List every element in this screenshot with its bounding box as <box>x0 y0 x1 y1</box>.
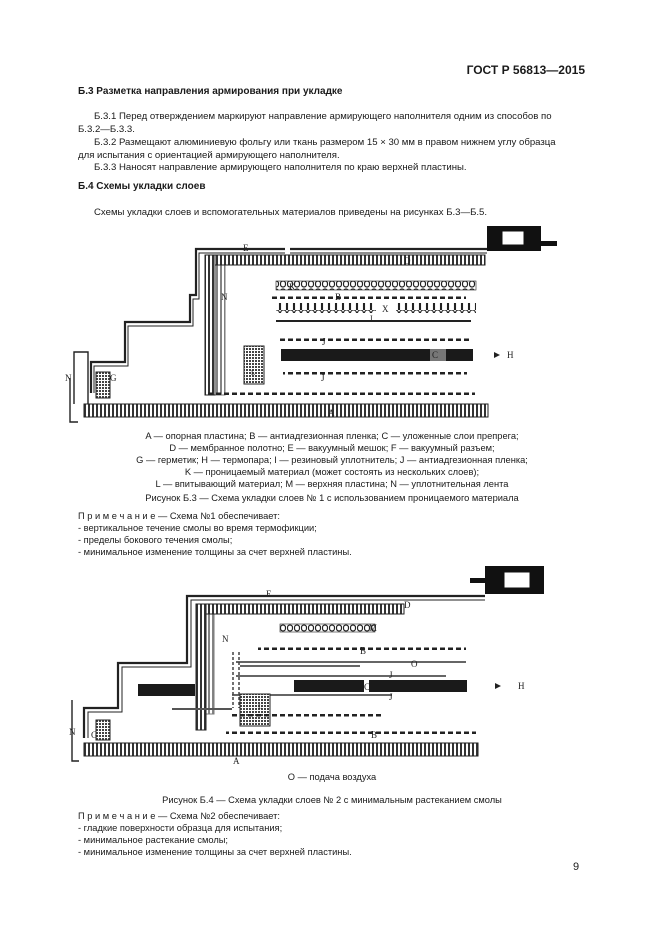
section-b3-paragraph-3: Б.3.3 Наносят направление армирующего наполнителя по краю верхней пластины. <box>94 162 467 173</box>
page-number: 9 <box>573 861 580 873</box>
fig2-label-o: O <box>411 659 418 669</box>
section-b3-paragraph-2-line-2: для испытания с ориентацией армирующего наполнителя. <box>78 150 340 161</box>
fig1-release-film-j2 <box>283 372 467 375</box>
section-b3-title: Б.3 Разметка направления армирования при укладке <box>78 86 343 97</box>
fig2-label-j1: J <box>389 670 393 680</box>
fig2-top-plate <box>280 623 378 633</box>
fig2-label-g: G <box>91 730 98 740</box>
section-b3-paragraph-2-line-1: Б.3.2 Размещают алюминиевую фольгу или ткань размером 15 × 30 мм в правом нижнем углу образца <box>94 137 556 148</box>
fig1-bag-left <box>74 352 88 404</box>
fig2-label-d: D <box>404 600 411 610</box>
fig1-label-k: K <box>289 282 296 292</box>
fig2-base-plate <box>84 743 478 756</box>
fig1-label-i: I <box>370 314 373 323</box>
figure-b3-legend-line-2: D — мембранное полотно; E — вакуумный мешок; F — вакуумный разъем; <box>169 443 495 453</box>
figure-b3-legend <box>78 430 586 490</box>
fig2-membrane <box>196 604 404 614</box>
note-2 <box>78 810 352 858</box>
fig1-waves-left <box>276 303 376 313</box>
fig1-label-n-left: N <box>65 373 72 383</box>
fig2-label-n-left: N <box>69 727 76 737</box>
note-1-item-2: - пределы бокового течения смолы; <box>78 535 233 545</box>
section-b3-paragraph-1-line-1: Б.3.1 Перед отверждением маркируют направление армирующего наполнителя одним из способов по <box>94 111 552 122</box>
fig1-permeable-material <box>276 281 476 290</box>
section-b4-title: Б.4 Схемы укладки слоев <box>78 181 206 192</box>
fig1-label-l: L <box>251 369 256 377</box>
fig1-release-film-j1 <box>279 338 469 341</box>
section-b3-paragraph-1-line-2: Б.3.2—Б.3.3. <box>78 124 135 135</box>
note-2-title: П р и м е ч а н и е — Схема №2 обеспечивает: <box>78 811 280 821</box>
fig2-release-film-b2 <box>226 731 476 734</box>
fig1-label-x: X <box>382 304 389 314</box>
standard-header: ГОСТ Р 56813—2015 <box>466 63 585 77</box>
fig2-air-line-2 <box>236 675 446 677</box>
note-2-item-3: - минимальное изменение толщины за счет верхней пластины. <box>78 847 352 857</box>
fig1-label-e: E <box>243 243 249 253</box>
fig1-waves-right <box>396 303 476 313</box>
figure-b4-caption: Рисунок Б.4 — Схема укладки слоев № 2 с минимальным растеканием смолы <box>162 795 502 805</box>
fig1-label-c: C <box>432 350 439 360</box>
fig2-prepreg-stack-left <box>294 680 364 692</box>
fig1-label-a: A <box>328 408 335 418</box>
fig2-prepreg-stack-right <box>369 680 467 692</box>
fig2-absorbent <box>240 694 270 726</box>
fig1-base-plate <box>84 404 488 417</box>
fig2-air-line-1 <box>236 661 466 663</box>
fig1-absorbent <box>244 346 264 384</box>
fig2-label-h: H <box>518 681 525 691</box>
fig1-label-n: N <box>221 292 228 302</box>
fig1-release-film-b <box>271 296 466 299</box>
fig2-label-e: E <box>266 589 272 599</box>
figure-b3-caption: Рисунок Б.3 — Схема укладки слоев № 1 с использованием проницаемого материала <box>145 493 519 503</box>
figure-b4-legend: O — подача воздуха <box>287 772 377 782</box>
fig1-label-b: B <box>335 292 342 302</box>
figure-b3-legend-line-3: G — герметик; H — термопара; I — резиновый уплотнитель; J — антиадгезионная пленка; <box>136 455 528 465</box>
fig2-label-a: A <box>233 756 240 766</box>
fig1-rubber-seal <box>276 320 471 322</box>
note-2-item-1: - гладкие поверхности образца для испытания; <box>78 823 283 833</box>
note-2-item-2: - минимальное растекание смолы; <box>78 835 229 845</box>
figure-b3-legend-line-5: L — впитывающий материал; M — верхняя пластина; N — уплотнительная лента <box>155 479 509 489</box>
fig1-sealant <box>96 372 110 398</box>
fig1-membrane <box>205 255 485 265</box>
figure-b3-legend-line-1: A — опорная пластина; B — антиадгезионная пленка; C — уложенные слои препрега; <box>145 431 519 441</box>
fig2-label-b1: B <box>360 646 367 656</box>
note-1-item-3: - минимальное изменение толщины за счет верхней пластины. <box>78 547 352 557</box>
fig2-label-c: C <box>364 682 371 692</box>
note-1-item-1: - вертикальное течение смолы во время термофикции; <box>78 523 317 533</box>
fig2-label-n: N <box>222 634 229 644</box>
fig1-label-g: G <box>110 373 117 383</box>
fig2-label-b2: B <box>371 730 378 740</box>
figure-b3-legend-line-4: K — проницаемый материал (может состоять из нескольких слоев); <box>184 467 480 477</box>
fig1-label-j1: J <box>322 337 326 347</box>
fig2-label-j2: J <box>389 692 393 702</box>
note-1 <box>78 510 352 558</box>
section-b4-intro: Схемы укладки слоев и вспомогательных материалов приведены на рисунках Б.3—Б.5. <box>94 207 488 218</box>
fig2-sealant <box>96 720 110 740</box>
fig1-label-j2: J <box>321 373 325 383</box>
fig2-label-m: M <box>369 623 378 633</box>
fig1-label-h: H <box>507 350 514 360</box>
note-1-title: П р и м е ч а н и е — Схема №1 обеспечивает: <box>78 511 280 521</box>
fig2-label-l: L <box>258 703 263 711</box>
fig1-label-d: D <box>404 256 411 266</box>
